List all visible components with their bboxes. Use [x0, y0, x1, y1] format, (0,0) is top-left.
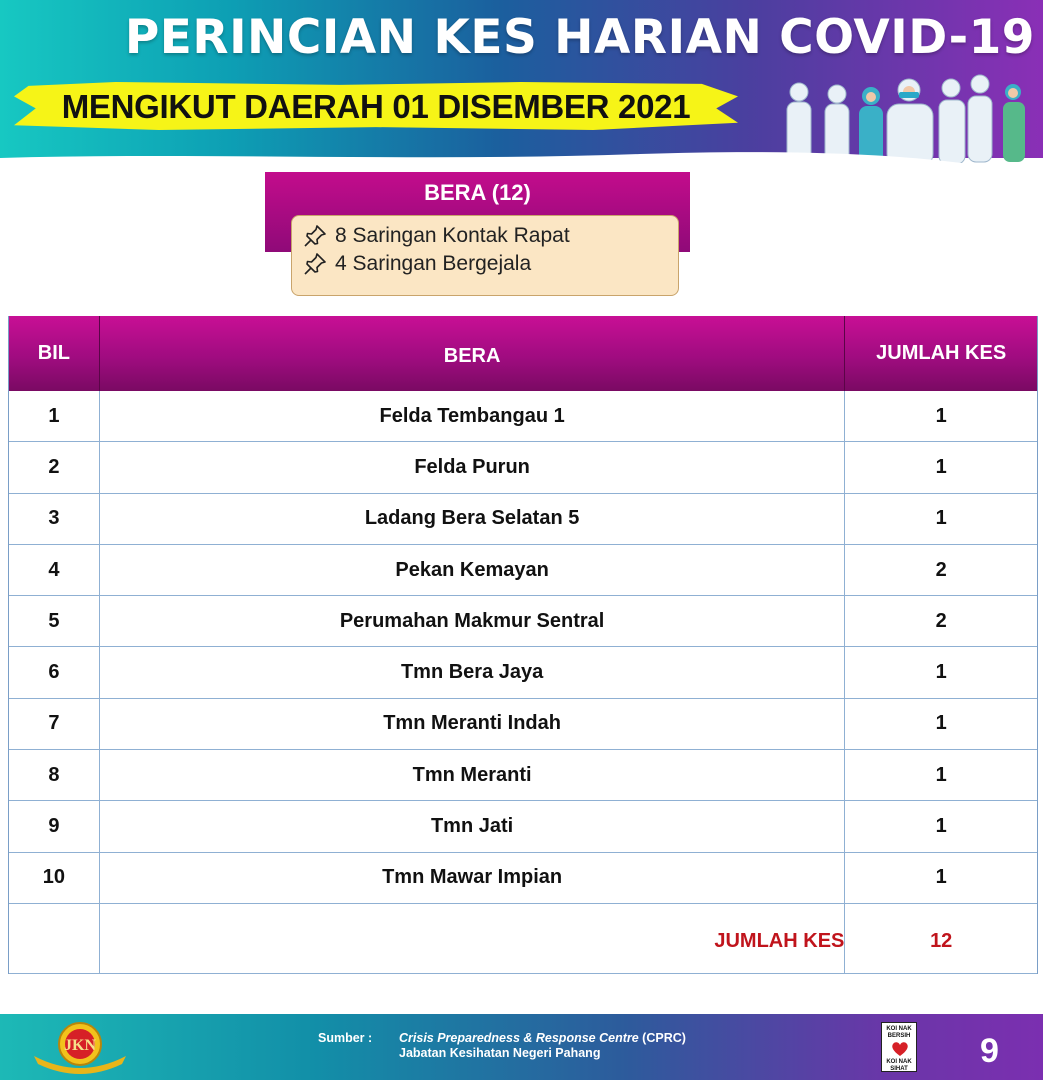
case-count: 1 — [844, 750, 1037, 800]
table-row — [9, 647, 1037, 698]
row-number: 4 — [48, 558, 60, 581]
table-row — [9, 750, 1037, 801]
case-count: 1 — [844, 853, 1037, 903]
locality-name: Tmn Meranti — [99, 750, 845, 800]
column-header-bil: BIL — [37, 342, 71, 364]
summary-text: 4 Saringan Bergejala — [335, 252, 532, 275]
case-count: 2 — [844, 545, 1037, 595]
case-count: 1 — [844, 391, 1037, 441]
row-number: 6 — [48, 661, 60, 684]
summary-title: BERA (12) — [424, 180, 531, 205]
table-row — [9, 545, 1037, 596]
table-total-row — [9, 904, 1037, 974]
source-org-abbr: (CPRC) — [638, 1031, 686, 1045]
locality-name: Tmn Meranti Indah — [99, 699, 845, 749]
table-header — [9, 316, 1037, 391]
table-row — [9, 699, 1037, 750]
table-row — [9, 853, 1037, 904]
summary-item — [302, 222, 678, 250]
locality-name: Tmn Jati — [99, 801, 845, 851]
column-header-cases: JUMLAH KES — [844, 316, 1037, 391]
table-row — [9, 442, 1037, 493]
page-number: 9 — [980, 1032, 999, 1070]
table-row — [9, 494, 1037, 545]
cases-table — [8, 316, 1038, 974]
row-number: 7 — [48, 712, 60, 735]
source-department: Jabatan Kesihatan Negeri Pahang — [399, 1046, 601, 1060]
locality-name: Tmn Mawar Impian — [99, 853, 845, 903]
locality-name: Perumahan Makmur Sentral — [99, 596, 845, 646]
jkn-logo — [30, 1018, 130, 1074]
jkn-logo-text: JKN — [64, 1037, 96, 1054]
row-number: 10 — [42, 866, 66, 889]
locality-name: Felda Tembangau 1 — [99, 391, 845, 441]
row-number: 1 — [48, 404, 60, 427]
source-org-name: Crisis Preparedness & Response Centre — [399, 1031, 639, 1045]
logo-right-bottom-text: KOI NAK SIHAT — [886, 1059, 912, 1072]
page-title: PERINCIAN KES HARIAN COVID-19 — [124, 10, 1035, 65]
summary-card — [291, 215, 679, 296]
row-number: 2 — [48, 455, 60, 478]
koi-nak-sihat-logo — [881, 1022, 917, 1072]
source-label: Sumber : — [318, 1031, 373, 1045]
total-label: JUMLAH KES — [99, 904, 845, 973]
pushpin-icon — [302, 251, 328, 277]
summary-item — [302, 250, 678, 278]
source-organisation — [399, 1031, 686, 1045]
heart-icon — [891, 1041, 909, 1057]
case-count: 1 — [844, 801, 1037, 851]
locality-name: Pekan Kemayan — [99, 545, 845, 595]
locality-name: Tmn Bera Jaya — [99, 647, 845, 697]
table-body — [9, 391, 1037, 904]
table-row — [9, 801, 1037, 852]
pushpin-icon — [302, 223, 328, 249]
total-empty-cell — [9, 904, 99, 973]
logo-right-top-text: KOI NAK BERSIH — [886, 1026, 912, 1039]
row-number: 8 — [48, 763, 60, 786]
column-header-locality: BERA — [99, 316, 845, 391]
case-count: 1 — [844, 699, 1037, 749]
case-count: 1 — [844, 494, 1037, 544]
case-count: 1 — [844, 647, 1037, 697]
page-subtitle: MENGIKUT DAERAH 01 DISEMBER 2021 — [61, 88, 691, 125]
table-row — [9, 596, 1037, 647]
case-count: 2 — [844, 596, 1037, 646]
row-number: 9 — [48, 815, 60, 838]
row-number: 5 — [48, 609, 60, 632]
summary-text: 8 Saringan Kontak Rapat — [335, 224, 570, 247]
locality-name: Felda Purun — [99, 442, 845, 492]
total-value: 12 — [844, 904, 1037, 973]
table-row — [9, 391, 1037, 442]
case-count: 1 — [844, 442, 1037, 492]
row-number: 3 — [48, 507, 60, 530]
locality-name: Ladang Bera Selatan 5 — [99, 494, 845, 544]
